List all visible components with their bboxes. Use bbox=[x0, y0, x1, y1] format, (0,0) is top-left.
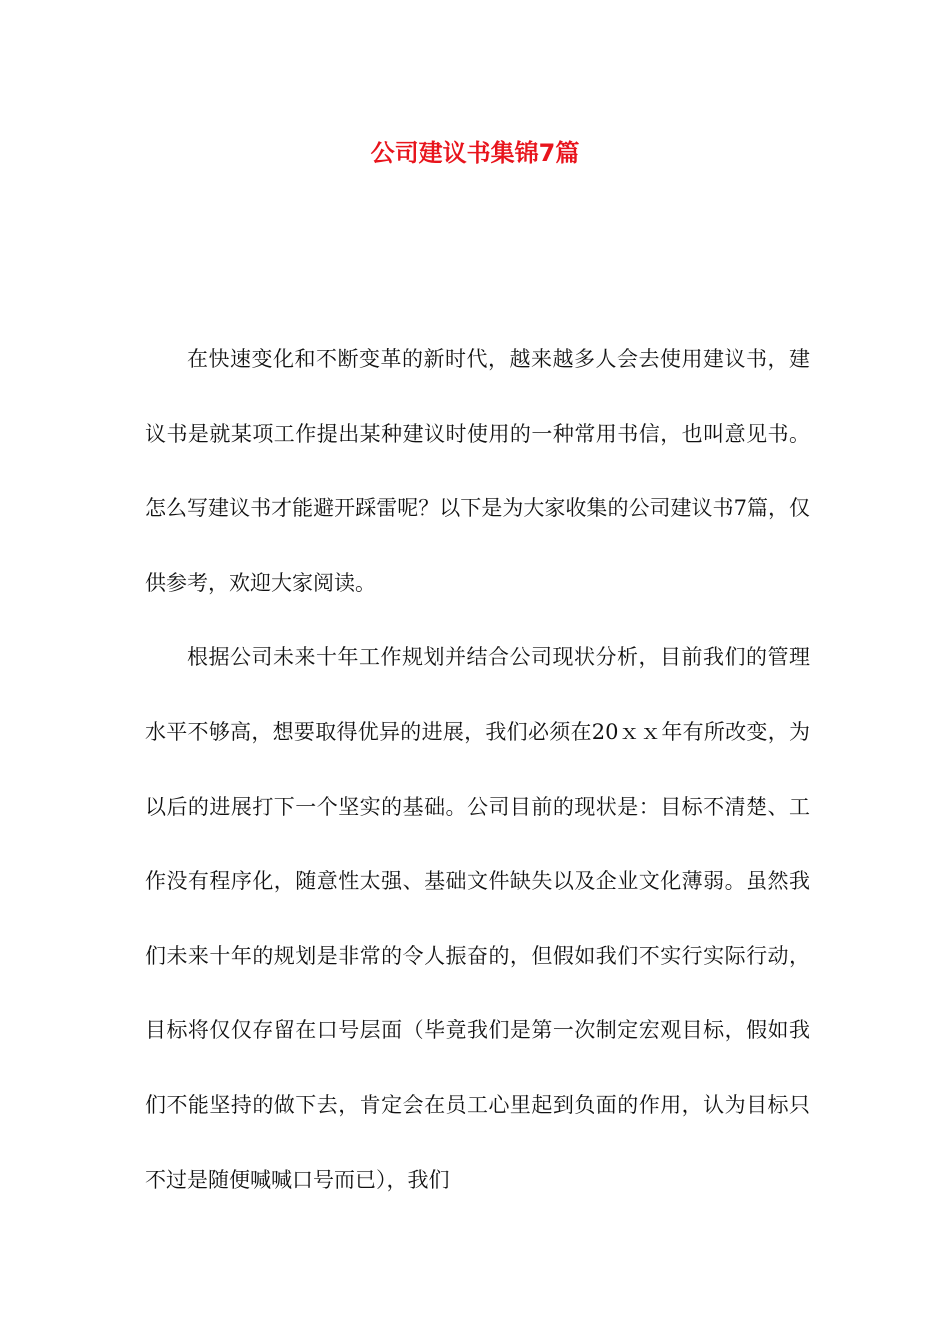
paragraph-intro: 在快速变化和不断变革的新时代，越来越多人会去使用建议书，建议书是就某项工作提出某种建议时使用的一种常用书信，也叫意见书。怎么写建议书才能避开踩雷呢？以下是为大家收集的公司建议书7篇，仅供参考，欢迎大家阅读。 bbox=[145, 347, 810, 595]
document-body bbox=[145, 322, 810, 1217]
document-title: 公司建议书集锦7篇 bbox=[370, 139, 580, 167]
paragraph-company-status: 根据公司未来十年工作规划并结合公司现状分析，目前我们的管理水平不够高，想要取得优异的进展，我们必须在20ｘｘ年有所改变，为以后的进展打下一个坚实的基础。公司目前的现状是：目标不清楚、工作没有程序化，随意性太强、基础文件缺失以及企业文化薄弱。虽然我们未来十年的规划是非常的令人振奋的，但假如我们不实行实际行动，目标将仅仅存留在口号层面（毕竟我们是第一次制定宏观目标，假如我们不能坚持的做下去，肯定会在员工心里起到负面的作用，认为目标只不过是随便喊喊口号而已），我们 bbox=[145, 645, 810, 1192]
